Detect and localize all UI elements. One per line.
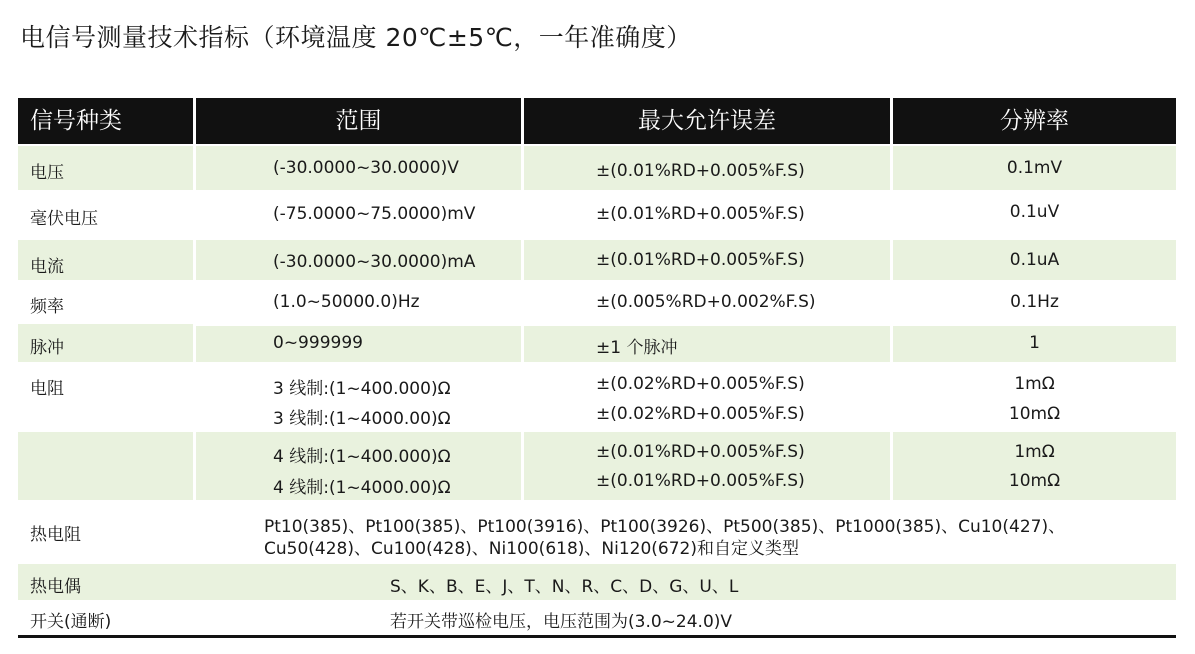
range-resistance-3w-2: 3 线制:(1~4000.00)Ω [273,409,451,429]
type-frequency: 频率 [30,297,64,317]
resolution-resistance-4w-1: 1mΩ [1014,442,1055,462]
resolution-resistance-3w-2: 10mΩ [1008,404,1061,424]
table-row [18,324,1176,362]
table-row [18,600,1176,636]
range-frequency: (1.0~50000.0)Hz [273,292,420,312]
type-rtd: 热电阻 [30,525,81,545]
range-voltage: (-30.0000~30.0000)V [273,158,459,178]
error-resistance-3w-1: ±(0.02%RD+0.005%F.S) [596,374,805,394]
type-thermocouple: 热电偶 [30,577,81,597]
table-row [18,364,1176,430]
column-divider [193,98,196,500]
range-resistance-3w-1: 3 线制:(1~400.000)Ω [273,379,451,399]
type-resistance: 电阻 [30,379,64,399]
type-current: 电流 [30,257,64,277]
type-pulse: 脉冲 [30,338,64,358]
error-voltage: ±(0.01%RD+0.005%F.S) [596,161,805,181]
type-voltage: 电压 [30,163,64,183]
error-resistance-4w-2: ±(0.01%RD+0.005%F.S) [596,471,805,491]
range-pulse: 0~999999 [273,333,363,353]
thermocouple-list: S、K、B、E、J、T、N、R、C、D、G、U、L [390,577,739,597]
table-bottom-rule [18,635,1176,638]
range-resistance-4w-2: 4 线制:(1~4000.00)Ω [273,478,451,498]
error-resistance-3w-2: ±(0.02%RD+0.005%F.S) [596,404,805,424]
type-switch: 开关(通断) [30,612,112,632]
rtd-list-line2: Cu50(428)、Cu100(428)、Ni100(618)、Ni120(672)和自定义类型 [264,539,799,559]
row-divider [193,362,1176,364]
row-divider [193,500,1176,502]
switch-note: 若开关带巡检电压，电压范围为(3.0~24.0)V [390,612,733,632]
error-resistance-4w-1: ±(0.01%RD+0.005%F.S) [596,442,805,462]
range-millivolt: (-75.0000~75.0000)mV [273,204,476,224]
resolution-resistance-3w-1: 1mΩ [1014,374,1055,394]
range-current: (-30.0000~30.0000)mA [273,252,476,272]
error-pulse: ±1 个脉冲 [596,338,678,358]
error-current: ±(0.01%RD+0.005%F.S) [596,250,805,270]
page-title: 电信号测量技术指标（环境温度 20℃±5℃，一年准确度） [20,23,692,52]
table-row [18,432,1176,500]
resolution-voltage: 0.1mV [1006,158,1063,178]
row-divider [193,190,1176,192]
range-resistance-4w-1: 4 线制:(1~400.000)Ω [273,447,451,467]
resolution-current: 0.1uA [1009,250,1060,270]
header-type: 信号种类 [18,98,205,144]
header-resolution: 分辨率 [893,98,1176,144]
table-row [18,146,1176,190]
header-error: 最大允许误差 [524,98,890,144]
resolution-resistance-4w-2: 10mΩ [1008,471,1061,491]
rtd-list-line1: Pt10(385)、Pt100(385)、Pt100(3916)、Pt100(3926)、Pt500(385)、Pt1000(385)、Cu10(427)、 [264,517,1066,537]
error-millivolt: ±(0.01%RD+0.005%F.S) [596,204,805,224]
resolution-millivolt: 0.1uV [1009,202,1060,222]
row-divider [193,324,1176,326]
column-divider [521,98,524,500]
table-row [18,564,1176,600]
header-range: 范围 [196,98,521,144]
resolution-pulse: 1 [1029,333,1040,353]
error-frequency: ±(0.005%RD+0.002%F.S) [596,292,816,312]
table-row [18,282,1176,320]
table-row [18,240,1176,280]
column-divider [890,98,893,500]
table-row [18,190,1176,236]
table-row [18,502,1176,562]
type-millivolt: 毫伏电压 [30,209,98,229]
resolution-frequency: 0.1Hz [1010,292,1059,312]
